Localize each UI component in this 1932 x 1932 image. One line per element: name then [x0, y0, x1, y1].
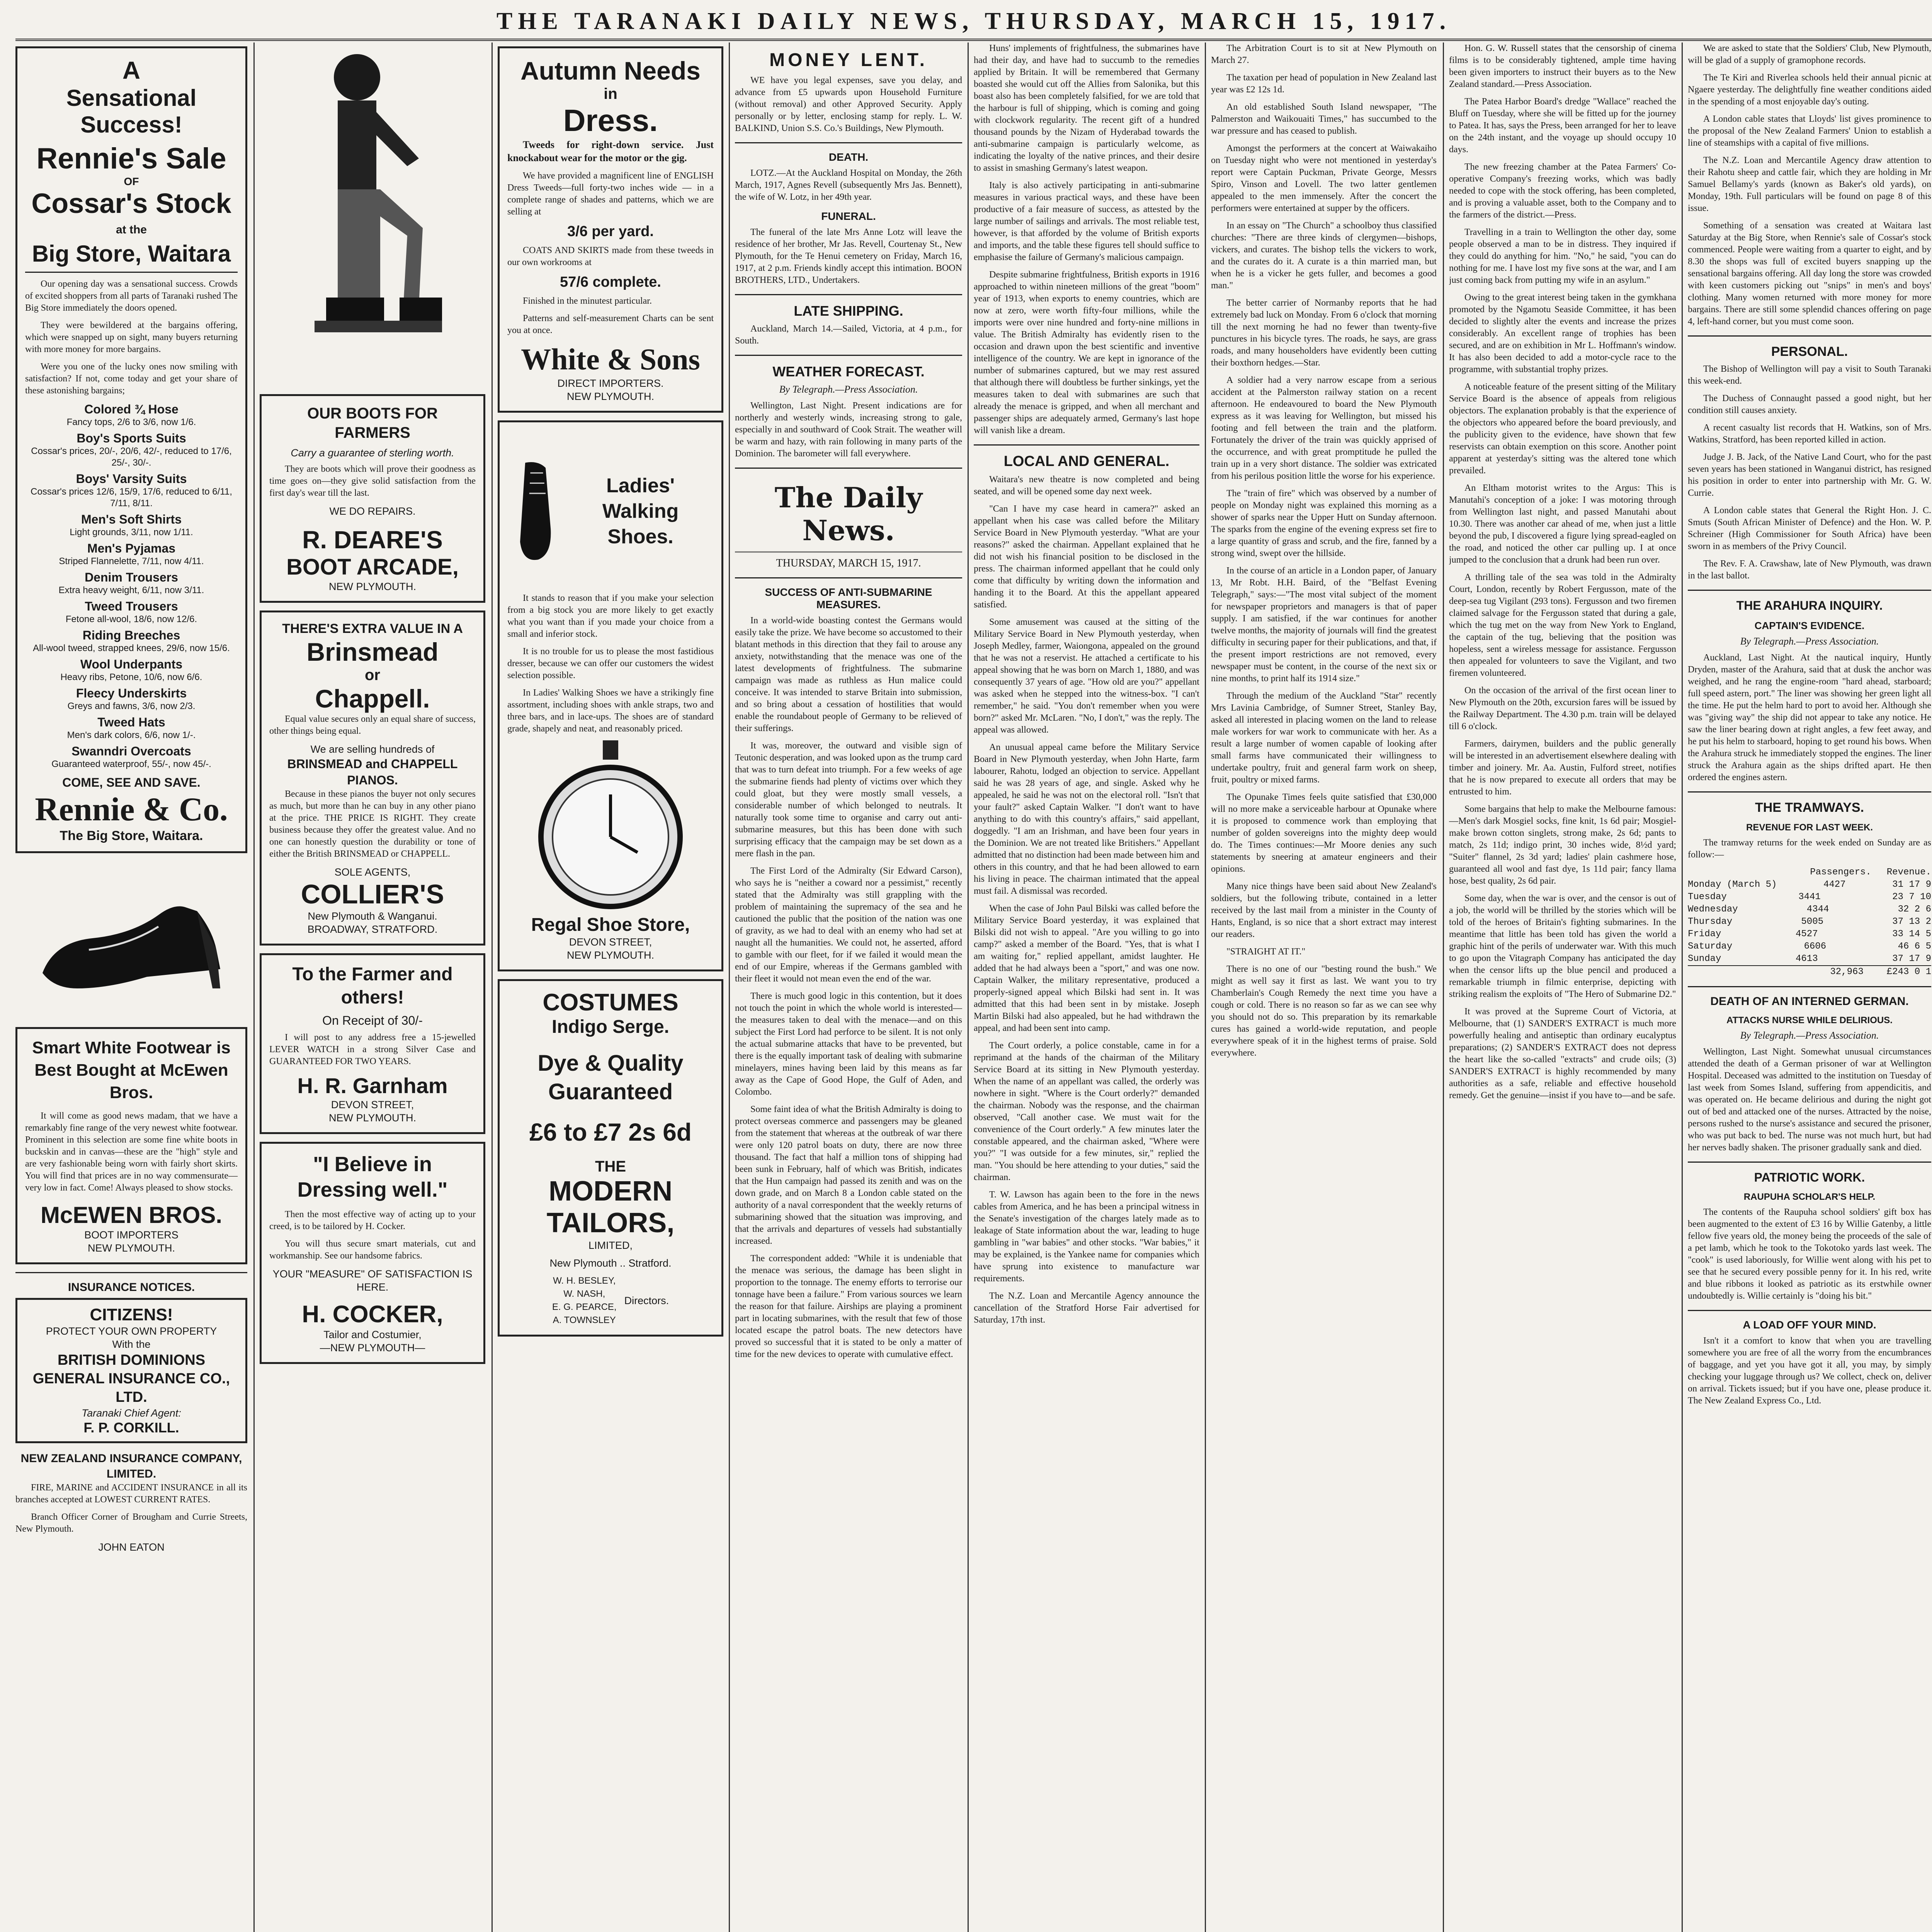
- table-cell: Saturday: [1688, 941, 1733, 952]
- ad-text: at the: [116, 223, 147, 236]
- ad-headline: Dress.: [563, 103, 658, 138]
- article-paragraph: It was, moreover, the outward and visible sign of Teutonic desperation, and was looked upon as the trump card that was to turn defeat into triumph. For a few weeks of age the submarine fiends had plenty of victims over which they could gloat, but they were mostly small vessels, a considerable number of which belonged to neutrals. It naturally took some time to organise and carry out anti-submarine measures, but this has been done with such surprising efficacy that the campaign may be set down as a mere flash in the pan.: [735, 741, 962, 859]
- ad-paragraph: Equal value secures only an equal share of success, other things being equal.: [269, 714, 476, 736]
- ad-headline: NEW ZEALAND INSURANCE COMPANY, LIMITED.: [20, 1452, 242, 1480]
- article-paragraph: A soldier had a very narrow escape from a serious accident at the Palmerston railway station on a recent afternoon. He endeavoured to board the New Plymouth express as it was leaving for Wellington, but missed his footing and fell between the train and the platform. Fortunately the driver of the train was quickly apprised of the occurrence, and with great promptitude he pulled the train up in a very short distance. The soldier was extricated from his perilous position little the worse for his experience.: [1211, 375, 1437, 481]
- byline: By Telegraph.—Press Association.: [779, 384, 918, 395]
- article-paragraph: Some bargains that help to make the Melbourne famous:—Men's dark Mosgiel socks, fine knit, 1s 6d pair; Mosgiel-make brown cotton singlets, strong make, 2s 6d; pants to match, 2s 11d; indigo print, 30 inches wide, 8½d yard; "Suiter" flannel, 2s 3d yard; ladies' plain cashmere hose, guaranteed all wool and fast dye, 1s 11d pair; fancy llama hose, best quality, 2s 6d pair.: [1449, 804, 1676, 886]
- sale-item-price: Greys and fawns, 3/6, now 2/3.: [67, 701, 196, 711]
- director-name: W. H. BESLEY,: [553, 1276, 616, 1286]
- ad-text: BROADWAY, STRATFORD.: [307, 923, 438, 935]
- table-cell: 6606: [1804, 941, 1827, 952]
- section-heading: THE TRAMWAYS.: [1755, 800, 1864, 815]
- ad-text: We are selling hundreds of: [310, 743, 435, 755]
- white-sons-advert: [498, 46, 723, 413]
- masthead: THE TARANAKI DAILY NEWS, THURSDAY, MARCH 15, 1917.: [15, 4, 1932, 41]
- ad-paragraph: Finished in the minutest particular.: [523, 296, 652, 306]
- ad-text: in: [604, 85, 617, 102]
- article-paragraph: The Court orderly, a police constable, came in for a reprimand at the hands of the chairman of the Military Service Board at its sitting in New Plymouth yesterday. When the name of an appellant was called, the orderly was nowhere in sight. "Where is the Court orderly?" demanded the chairman. Nobody was the response, and the chairman observed, "Call another case. We must wait for the convenience of the Court orderly." A few minutes later the constable appeared, and the chairman asked, "Where were you?" "I was outside for a few minutes, sir," replied the man. "You should be here attending to your duties," said the chairman.: [974, 1041, 1199, 1182]
- section-heading: INSURANCE NOTICES.: [68, 1281, 195, 1294]
- section-heading: DEATH OF AN INTERNED GERMAN.: [1710, 995, 1909, 1008]
- article-paragraph: The Opunake Times feels quite satisfied that £30,000 will no more make a serviceable harbour at Opunake where it is proposed to commence work than employing that number of golden sovereigns into the mighty deep would do. The Times continues:—Mr Moore denies any such statements by sneering at amateur engineers and their opinions.: [1211, 792, 1437, 874]
- sale-item-name: Riding Breeches: [82, 628, 180, 642]
- cocker-advert: [260, 1142, 485, 1364]
- article-text: The contents of the Raupuha school soldiers' gift box has been augmented to the extent of £3 16 by Willie Gatenby, a little fellow five years old, the money being the proceeds of the sale of a pet lamb, which he took to the Tokotoko yards last week. The "cook" is used laboriously, for Willie went along with his pet to see that he secured every possible penny for it. In his red, write and blue ribbons it looked as patriotic as its erstwhile owner undoubtedly is. Willie certainly is "doing his bit.": [1688, 1207, 1931, 1301]
- byline: By Telegraph.—Press Association.: [1740, 636, 1879, 647]
- article-paragraph: Something of a sensation was created at Waitara last Saturday at the Big Store, when Rennie's sale of Cossar's stock commenced. People were waiting from a quarter to eight, and by 8.30 the shops was full of excited buyers snapping up the sensational bargains offering. All day long the store was crowded with keen customers picking out "snips" in men's and boys' clothing. Many women returned with more money for more bargains. There are still some splendid chances offering on page 4, left-hand corner, but you must come soon.: [1688, 221, 1931, 327]
- ad-headline: COSTUMES: [543, 989, 679, 1016]
- article-paragraph: There is no one of our "besting round the bush." We might as well say it first as last. We want you to try Chamberlain's Cough Remedy the next time you have a cough or cold. There is no reason so far as we can see why you should not do so. This preparation by its remarkable cures has gained a world-wide reputation, and people everywhere speak of it in the highest terms of praise. Sold everywhere.: [1211, 964, 1437, 1058]
- ad-text: BRINSMEAD and CHAPPELL PIANOS.: [287, 757, 458, 787]
- ad-text: On Receipt of 30/-: [322, 1014, 423, 1027]
- watch-illustration: [507, 740, 714, 910]
- ad-text: Sensational: [66, 85, 197, 111]
- editorial-body: [735, 615, 962, 1361]
- ad-text: —NEW PLYMOUTH—: [320, 1342, 425, 1354]
- section-heading: THE ARAHURA INQUIRY.: [1736, 599, 1883, 612]
- table-cell: Monday (March 5): [1688, 879, 1777, 890]
- article-paragraph: The correspondent added: "While it is undeniable that the menace was serious, the damage has been slight in proportion to the tonnage. The enemy efforts to terrorise our tonnage have been a failure." From various sources we learn the reason for that failure. Airships are playing a prominent part in locating submarines, with the result that few of those located escape the patrol boats. The new detectors have proved so successful that it is stated to be only a matter of time for the new devices to operate with cumulative effect.: [735, 1253, 962, 1359]
- modern-tailors-advert: [498, 979, 723, 1337]
- article-paragraph: The Bishop of Wellington will pay a visit to South Taranaki this week-end.: [1688, 364, 1931, 386]
- article-paragraph: An Eltham motorist writes to the Argus: This is Manutahi's conception of a joke: I was motoring through from Wellington last night, and passed Manutahi about 10.30. There was another car ahead of me, when just a little beyond the pub, I discovered a figure lying spread-eagled on the road, and noticed the other car pulling up. I at once jumped to the conclusion that a drunk had been run over.: [1449, 483, 1676, 565]
- article-paragraph: On the occasion of the arrival of the first ocean liner to New Plymouth on the 20th, excursion fares will be issued by the Railway Department. The 4.30 p.m. train will be delayed till 6 o'clock.: [1449, 685, 1676, 731]
- ad-text: The Big Store, Waitara.: [60, 828, 203, 843]
- article-paragraph: The "train of fire" which was observed by a number of people on Monday night was explained this morning as a shower of sparks near the Upper Hutt on Sunday afternoon. The sparks from the engine of the evening express set fire to a large quantity of grass and scrub, and the fire, fanned by a strong wind, swept over the hillside.: [1211, 488, 1437, 558]
- sale-item-name: Boy's Sports Suits: [77, 431, 186, 445]
- local-news: [974, 474, 1199, 1326]
- sale-item-name: Tweed Trousers: [85, 599, 178, 613]
- ad-name: TAILORS,: [546, 1208, 675, 1238]
- ad-name: H. COCKER,: [302, 1301, 443, 1328]
- article-paragraph: A London cable states that General the Right Hon. J. C. Smuts (South African Minister of Defence) and the Hon. W. P. Schreiner (High Commissioner for South Africa) have been sworn in as members of the Privy Council.: [1688, 505, 1931, 551]
- ad-name: White & Sons: [521, 342, 700, 376]
- table-row: [1688, 940, 1931, 953]
- article-text: The tramway returns for the week ended on Sunday are as follow:—: [1688, 838, 1931, 860]
- section-subheading: RAUPUHA SCHOLAR'S HELP.: [1743, 1192, 1876, 1202]
- rennie-advert: [15, 46, 247, 853]
- article-paragraph: The Arbitration Court is to sit at New Plymouth on March 27.: [1211, 43, 1437, 65]
- table-cell: 33 14 5: [1892, 929, 1931, 939]
- article-paragraph: Through the medium of the Auckland "Star" recently Mrs Lavinia Cambridge, of Sumner Street, Stanley Bay, asked all interested in placing women on the land to release male workers for war work to communicate with her. As a result a large number of women capable of looking after small farms have communicated their willingness to undertake poultry, fruit and general farm work on sheep, fruit, poultry or mixed farms.: [1211, 691, 1437, 785]
- ad-name: McEWEN BROS.: [40, 1202, 223, 1228]
- table-cell: 3441: [1798, 892, 1821, 902]
- ad-text: DEVON STREET,: [331, 1099, 414, 1111]
- ad-text: WE DO REPAIRS.: [329, 505, 416, 517]
- ad-paragraph: Branch Officer Corner of Brougham and Currie Streets, New Plymouth.: [15, 1512, 247, 1534]
- sale-item-price: Fancy tops, 2/6 to 3/6, now 1/6.: [66, 417, 196, 427]
- ad-text: Tailor and Costumier,: [323, 1329, 422, 1340]
- table-row: [1688, 891, 1931, 903]
- tramway-table: [1688, 879, 1931, 965]
- table-cell: Sunday: [1688, 954, 1721, 964]
- sale-item-name: Swanndri Overcoats: [71, 744, 191, 758]
- ad-paragraph: Tweeds for right-down service. Just knockabout wear for the motor or the gig.: [507, 139, 714, 163]
- ad-headline: Rennie's Sale: [36, 142, 226, 175]
- article-paragraph: A thrilling tale of the sea was told in the Admiralty Court, London, recently by Robert Fergusson, mate of the deep-sea tug Vigilant (293 tons). Fergusson and two firemen claimed salvage for the Fergusson stated that during a gale, which the tug met on the way from New York to England, the captain of the tug, believing that the position was hopeless, sent a wireless message for assistance. Fergusson then appealed for volunteers to save the Vigilant, and two firemen volunteered.: [1449, 572, 1676, 678]
- section-subheading: REVENUE FOR LAST WEEK.: [1746, 822, 1873, 833]
- ad-paragraph: Patterns and self-measurement Charts can be sent you at once.: [507, 313, 714, 335]
- article-paragraph: An old established South Island newspaper, "The Palmerston and Waikouaiti Times," has succumbed to the war pressure and has ceased to publish.: [1211, 102, 1437, 136]
- section-heading: LATE SHIPPING.: [794, 303, 903, 319]
- column-7: [1449, 43, 1676, 1932]
- ad-paragraph: It is no trouble for us to please the most fastidious dresser, because we can offer our customers the widest selection possible.: [507, 646, 714, 680]
- article-paragraph: We are asked to state that the Soldiers' Club, New Plymouth, will be glad of a supply of gramophone records.: [1688, 43, 1931, 65]
- table-row: [1688, 903, 1931, 916]
- ad-text: Directors.: [624, 1295, 669, 1306]
- sale-item-name: Tweed Hats: [97, 715, 165, 729]
- table-cell: 37 17 9: [1892, 954, 1931, 964]
- farmer-illustration: [260, 43, 485, 390]
- article-paragraph: A recent casualty list records that H. Watkins, son of Mrs. Watkins, Stratford, has been reported killed in action.: [1688, 423, 1931, 445]
- ad-text: DEVON STREET,: [569, 936, 652, 948]
- article-paragraph: Some day, when the war is over, and the censor is out of a job, the world will be thrilled by the stories which will be told of the heroes of Britain's fighting submarines. In the meantime that little has been told has given the world a graphic hint of the perils of underwater war. With this much to go upon the Vitagraph Company has anticipated the day when the censor lifts up the blue pencil and produced a remarkable triumph in filmic enterprise, depicting with striking realism the exploits of "The Hero of Submarine D2.": [1449, 893, 1676, 999]
- table-cell: 31 17 9: [1892, 879, 1931, 890]
- article-paragraph: Waitara's new theatre is now completed and being seated, and will be opened some day next week.: [974, 474, 1199, 497]
- notice-text: LOTZ.—At the Auckland Hospital on Monday, the 26th March, 1917, Agnes Revell (subsequently Mrs Jas. Bennett), the wife of W. Lotz, in her 49th year.: [735, 168, 962, 202]
- section-heading: PERSONAL.: [1771, 344, 1848, 359]
- sale-item-price: All-wool tweed, strapped knees, 29/6, now 15/6.: [33, 643, 230, 653]
- ad-paragraph: Because in these pianos the buyer not only secures as much, but more than he can buy in any other piano at the price. THE PRICE IS RIGHT. They create business because they offer the greatest value. And no one can honestly question the durability or tone of either the British BRINSMEAD or CHAPPELL.: [269, 789, 476, 859]
- notice-heading: MONEY LENT.: [769, 50, 928, 70]
- sale-item-name: Wool Underpants: [80, 657, 183, 671]
- article-paragraph: Farmers, dairymen, builders and the public generally will be interested in an advertisement elsewhere dealing with timber and joinery. Mr. Aa. Austin, Fulford street, notifies that he is now prepared to execute all orders that may be entrusted to him.: [1449, 739, 1676, 797]
- ad-text: NEW PLYMOUTH.: [566, 391, 654, 402]
- ad-headline: "I Believe in Dressing well.": [297, 1153, 448, 1201]
- article-paragraph: A London cable states that Lloyds' list gives prominence to the proposal of the New Zealand Farmers' Union to establish a line of steamships with a capital of five millions.: [1688, 114, 1931, 148]
- ad-text: With the: [112, 1338, 151, 1350]
- local-news-continued: [1449, 43, 1676, 1102]
- ad-name: H. R. Garnham: [297, 1073, 448, 1098]
- walking-shoe-illustration: [507, 430, 563, 592]
- article-paragraph: It was proved at the Supreme Court of Victoria, at Melbourne, that (1) SANDER'S EXTRACT is much more powerfully healing and antiseptic than ordinary eucalyptus preparations; (2) SANDER'S EXTRACT does not depress the heart like the so-called "extracts" and crude oils; (3) SANDER'S EXTRACT is highly recommended by many authorities as a safe, reliable and effective household remedy. Get the genuine—insist if you have to—and be safe.: [1449, 1007, 1676, 1100]
- table-row: [1688, 953, 1931, 965]
- article-paragraph: Hon. G. W. Russell states that the censorship of cinema films is to be considerably tightened, ample time having been given importers to instruct their buyers as to the New Zealand standard.—Press Association.: [1449, 43, 1676, 89]
- ad-text: NEW PLYMOUTH.: [87, 1242, 175, 1254]
- ad-text: Taranaki Chief Agent:: [82, 1407, 181, 1419]
- price-text: £6 to £7 2s 6d: [529, 1118, 692, 1146]
- regal-advert: [498, 420, 723, 971]
- table-total: £243 0 1: [1886, 967, 1931, 977]
- section-heading: WEATHER FORECAST.: [772, 364, 925, 379]
- article-paragraph: Judge J. B. Jack, of the Native Land Court, who for the past seven years has been stationed in Wanganui district, has resigned his position in order to enter into partnership with Mr. G. W. Currie.: [1688, 452, 1931, 498]
- ad-paragraph: Were you one of the lucky ones now smiling with satisfaction? If not, come today and get your share of these astonishing bargains;: [25, 362, 238, 396]
- article-paragraph: "STRAIGHT AT IT.": [1226, 947, 1306, 957]
- table-header: Revenue.: [1886, 867, 1931, 878]
- ad-headline: Chappell.: [315, 684, 430, 713]
- ad-text: JOHN EATON: [98, 1541, 165, 1553]
- ad-paragraph: They were bewildered at the bargains offering, which were snapped up on sight, many buyers returning with more money for more bargains.: [25, 320, 238, 354]
- column-rule: [1205, 43, 1206, 1932]
- ad-name: BRITISH DOMINIONS GENERAL INSURANCE CO., LTD.: [32, 1352, 230, 1405]
- ad-name: THE: [595, 1158, 626, 1175]
- notice-text: The funeral of the late Mrs Anne Lotz will leave the residence of her brother, Mr Jas. Revell, Courtenay St., New Plymouth, for the Te Henui cemetery on Friday, March 16, 1917, at 2 p.m. Friends kindly accept this intimation. BOON BROTHERS, LTD., Undertakers.: [735, 227, 962, 285]
- table-cell: 4344: [1806, 904, 1829, 915]
- column-4: [735, 43, 962, 1932]
- article-text: Auckland, March 14.—Sailed, Victoria, at 4 p.m., for South.: [735, 324, 962, 346]
- ad-text: PROTECT YOUR OWN PROPERTY: [46, 1325, 217, 1337]
- article-paragraph: The N.Z. Loan and Mercantile Agency draw attention to their Rahotu sheep and cattle fair, which they are holding in Mr Samuel Bellamy's yards (known as Baker's old yards), on Monday, 19th. Full particulars will be found on page 8 of this issue.: [1688, 155, 1931, 213]
- article-paragraph: The Patea Harbor Board's dredge "Wallace" reached the Bluff on Tuesday, where she will be fitted up for the journey to Patea. It has, says the Press, been arranged for her to leave on the 24th instant, and the voyage up should occupy 10 days.: [1449, 97, 1676, 155]
- ad-paragraph: It stands to reason that if you make your selection from a big stock you are more likely to get exactly what you want than if you made your choice from a small and inferior stock.: [507, 593, 714, 639]
- article-paragraph: Italy is also actively participating in anti-submarine measures in various practical ways, and these have been productive of a fair measure of success, as attested by the large number of sailings and arrivals. The most reliable test, however, is that afforded by the volume of British exports and imports, and the table these figures tell should suffice to emphasise the failure of Germany's malicious campaign.: [974, 180, 1199, 262]
- ad-paragraph: FIRE, MARINE and ACCIDENT INSURANCE in all its branches accepted at LOWEST CURRENT RATES.: [15, 1483, 247, 1505]
- table-row: [1688, 928, 1931, 940]
- article-paragraph: Some amusement was caused at the sitting of the Military Service Board in New Plymouth yesterday, when Joseph Medley, farmer, Waiongona, appealed on the ground that he was not a reservist. He attached a certificate to his appeal showing that he was born on March 1, 1880, and was consequently 37 years of age. "How old are you?" appellant was asked when he stepped into the witness-box. "I can't remember," he said. "You don't remember when you were born?" asked Mr. McLaren. "No, I don't," was the reply. The appeal was allowed.: [974, 617, 1199, 735]
- editorial-heading: SUCCESS OF ANTI-SUBMARINE MEASURES.: [765, 586, 932, 611]
- column-rule: [968, 43, 969, 1932]
- article-paragraph: Travelling in a train to Wellington the other day, some people observed a man to be in distress. They inquired if they could do anything for him. "No," he said, "you can do nothing for me. I have lost my five sons at the war, and I am just coming back from putting my wife in an asylum.": [1449, 227, 1676, 285]
- article-text: Wellington, Last Night. Somewhat unusual circumstances attended the death of a German prisoner of war at Wellington Hospital. Deceased was admitted to the institution on Tuesday of last week from Somes Island, suffering from appendicitis, and was operated on. He became delirious and during the night got out of bed and attacked one of the nurses. Attracted by the noise, persons rushed to the nurse's assistance and secured the prisoner, who was put back to bed. The nurse was not much hurt, but had her nerves badly shaken. The prisoner gradually sank and died.: [1688, 1047, 1931, 1153]
- ad-paragraph: Then the most effective way of acting up to your creed, is to be tailored by H. Cocker.: [269, 1209, 476, 1231]
- column-rule: [492, 43, 493, 1932]
- mcewen-advert: [15, 1027, 247, 1264]
- ad-headline: THERE'S EXTRA VALUE IN A: [282, 621, 463, 636]
- british-dominions-advert: [15, 1298, 247, 1443]
- article-paragraph: The taxation per head of population in New Zealand last year was £2 12s 1d.: [1211, 73, 1437, 95]
- local-news-continued: [1688, 43, 1931, 328]
- price-text: 3/6 per yard.: [567, 223, 654, 240]
- ad-headline: Ladies' Walking Shoes.: [602, 474, 679, 548]
- column-2: [260, 43, 485, 1932]
- article-paragraph: In the course of an article in a London paper, of January 13, Mr Robt. H.H. Baird, of the "Belfast Evening Telegraph," says:—"The most vital subject of the moment for newspaper proprietors and managers is that of paper supply. I am satisfied, if the war continues for another twelve months, the majority of journals will find the greatest difficulty in securing paper for their publications, and that, if the present import restrictions are not removed, every newspaper must be content, in the course of the next six or nine months, to print half its 1914 size.": [1211, 566, 1437, 684]
- ad-paragraph: Our opening day was a sensational success. Crowds of excited shoppers from all parts of Taranaki rushed The Big Store immediately the doors opened.: [25, 279, 238, 313]
- sale-item-name: Men's Soft Shirts: [81, 512, 182, 526]
- ad-paragraph: In Ladies' Walking Shoes we have a strikingly fine assortment, including shoes with ankle straps, two and three bars, and in lace-ups. The shoes are of standard grade, shapely and neat, and reasonably priced.: [507, 688, 714, 734]
- deare-advert: [260, 394, 485, 603]
- section-heading: A LOAD OFF YOUR MIND.: [1743, 1319, 1876, 1331]
- ad-text: SOLE AGENTS,: [334, 866, 411, 878]
- ad-text: or: [365, 667, 380, 684]
- article-paragraph: The Duchess of Connaught passed a good night, but her condition still causes anxiety.: [1688, 393, 1931, 415]
- article-paragraph: T. W. Lawson has again been to the fore in the news cables from America, and he has been a principal witness in the Senate's investigation of the charges lately made as to leakage of State information about the war, leading to huge gambling in "war babies" and other stocks. "War babies," it may be explained, is the Yankee name for companies which have sprung into existence to manufacture war requirements.: [974, 1190, 1199, 1284]
- ad-text: BOOT IMPORTERS: [84, 1229, 179, 1241]
- ad-headline: Dye & Quality Guaranteed: [537, 1051, 684, 1104]
- section-heading: LOCAL AND GENERAL.: [1003, 453, 1170, 469]
- director-name: A. TOWNSLEY: [553, 1315, 616, 1325]
- column-6: [1211, 43, 1437, 1932]
- article-paragraph: There is much good logic in this contention, but it does not touch the point in which the whole world is interested—the measures taken to deal with the menace—and on this subject the First Lord had perforce to be silent. It is not only the actual submarine attacks that have to be prevented, but there is the equally important task of dealing with submarine minelayers, mines having been laid by this means as far away as the Cape of Good Hope, the Gulf of Aden, and Colombo.: [735, 991, 962, 1097]
- table-cell: 37 13 2: [1892, 917, 1931, 927]
- notice-heading: DEATH.: [828, 151, 869, 163]
- ad-name: Rennie & Co.: [35, 791, 228, 828]
- article-text: Auckland, Last Night. At the nautical inquiry, Huntly Dryden, master of the Arahura, said that at dusk the anchor was weighed, and he rang the engine-room "hard ahead, starboard; full speed astern, port." The liner was showing her green light all the time. He put the helm hard to port to avoid her. Although she was "giving way" the ship did not appear to take any notice. He saw the liner bearing down at right angles, a few feet away, and he put his helm to starboard, hoping to get round his bows. When the Arahura struck he immediately stopped the engines. The liner struck the Arahura again as the ships drifted apart. He then ordered the engines astern.: [1688, 653, 1931, 782]
- article-paragraph: "Can I have my case heard in camera?" asked an appellant when his case was called before the Military Service Board in New Plymouth yesterday. "What are your reasons?" asked the chairman. Appellant explained that he did not wish his financial position to be disclosed in the press. The chairman informed appellant that he could only come that difficulty by writing down the information and handing it to the Board. At this the appellant appeared satisfied.: [974, 504, 1199, 610]
- article-paragraph: Many nice things have been said about New Zealand's soldiers, but the following tribute, contained in a letter received by the last mail from a minister in the County of Hants, England, is so nice that a short extract may interest our readers.: [1211, 881, 1437, 939]
- ad-headline: Smart White Footwear is Best Bought at McEwen Bros.: [32, 1038, 231, 1102]
- ad-text: New Plymouth .. Stratford.: [549, 1257, 672, 1269]
- article-paragraph: The N.Z. Loan and Mercantile Agency announce the cancellation of the Stratford Horse Fair advertised for Saturday, 17th inst.: [974, 1291, 1199, 1325]
- ad-text: YOUR "MEASURE" OF SATISFACTION IS HERE.: [272, 1268, 473, 1293]
- byline: By Telegraph.—Press Association.: [1740, 1030, 1879, 1041]
- sale-item-name: Fleecy Underskirts: [76, 686, 187, 700]
- article-paragraph: Huns' implements of frightfulness, the submarines have had their day, and have had to succumb to the remedies applied by Britain. It will be remembered that Germany boasted she would cut off the Allies from Salonika, but this boast also has been completely falsified, for we are told that the harbour is full of shipping, which is coming and going with clockwork regularity. The recent gift of a hundred thousand pounds by the Nizam of Hyderabad towards the anti-submarine campaign is particularly welcome, as indicating the loyalty of the native princes, and their desire to assist in smashing Germany's latest weapon.: [974, 43, 1199, 173]
- ad-text: F. P. CORKILL.: [83, 1420, 179, 1435]
- table-cell: 32 2 6: [1898, 904, 1931, 915]
- section-heading: PATRIOTIC WORK.: [1754, 1170, 1865, 1184]
- notice-heading: FUNERAL.: [821, 210, 876, 222]
- article-paragraph: When the case of John Paul Bilski was called before the Military Service Board yesterday, it was explained that Bilski did not wish to appeal. "Are you willing to go into camp?" asked a member of the Board. "Yes, that is what I am waiting for," replied appellant, amidst laughter. He added that he had always been a "sport," and was one now. Captain Walker, the military representative, produced a properly-signed appeal which Bilski had sent in. It was admitted that this had been sent in by mistake. Joseph Martin Bilski had also appealed, but he had withdrawn the appeal, and had been sent into camp.: [974, 903, 1199, 1033]
- table-row: [1688, 916, 1931, 928]
- article-paragraph: The better carrier of Normanby reports that he had extremely bad luck on Monday. From 6 o'clock that morning till the next morning he had no fewer than twenty-five punctures in his bicycle tyres. The roads, he says, are grass roads, and many householders have evidently been cutting their boxthorn hedges.—Star.: [1211, 298, 1437, 368]
- ad-name: R. DEARE'S: [302, 526, 443, 554]
- article-paragraph: An unusual appeal came before the Military Service Board in New Plymouth yesterday, when John Harte, farm labourer, Rahotu, lodged an objection to service. Appellant said he was 28 years of age, and single. Asked why he appealed, he said he was not on the electoral roll. "Isn't that your fault?" asked Captain Walker. "I don't want to have anything to do with this country's affairs," said appellant, doggedly. "I am an Irishman, and have been four years in the Dominion. We are not treated like Britishers." Appellant admitted that no distinction had been made between him and others in this country, and that he had been allowed to earn his living in peace. The chairman intimated that the appeal must fail. A dismissal was recorded.: [974, 742, 1199, 896]
- director-name: W. NASH,: [563, 1289, 605, 1299]
- table-total: 32,963: [1830, 967, 1864, 977]
- article-paragraph: The First Lord of the Admiralty (Sir Edward Carson), who says he is "neither a coward nor a pessimist," recently stated that the Admiralty was still grappling with the problem of maintaining the supremacy of the sea and he cautioned the public that the position of the nation was one of gravity, as we had to deal with an enemy who had set at naught all the humanities. We could not, he asserted, afford to gamble with our fleet, for if we failed it would mean the end of our Empire, whereas if the Germans gambled with their fleet it would not mean even the end of the war.: [735, 866, 962, 984]
- ad-text: LIMITED,: [588, 1240, 633, 1251]
- article-paragraph: In an essay on "The Church" a schoolboy thus classified churches: "There are three kinds of clergymen—bishops, vickers, and curates. The bishop tells the vickers to work, and the curates do it. A curate is a thin married man, but when he is a vicker he gets fuller, and becomes a good man.": [1211, 221, 1437, 291]
- shoe-illustration: [15, 861, 247, 1023]
- article-paragraph: Owing to the great interest being taken in the gymkhana promoted by the Ngamotu Seaside Committee, it has been decided to slightly alter the events and increase the prizes considerably. An excellent range of trophies has been secured, and are on exhibition in Mr L. Hoffmann's window. It has also been decided to add a motor-cycle race to the programme, with substantial trophy prizes.: [1449, 293, 1676, 374]
- ad-headline: Cossar's Stock: [31, 188, 231, 219]
- sale-item-name: Men's Pyjamas: [87, 541, 176, 555]
- ad-headline: OUR BOOTS FOR FARMERS: [307, 405, 438, 441]
- table-cell: 4613: [1795, 954, 1818, 964]
- table-cell: Tuesday: [1688, 892, 1727, 902]
- notice-text: WE have you legal expenses, save you delay, and advance from £5 upwards upon Household Furniture (without removal) and other Approved Security. Apply personally or by letter, enclosing stamp for reply. L. W. BALKIND, Union S.S. Co.'s Buildings, New Plymouth.: [735, 75, 962, 133]
- ad-headline: Brinsmead: [306, 638, 439, 666]
- sale-item-name: Boys' Varsity Suits: [76, 472, 187, 486]
- ad-name: COLLIER'S: [301, 879, 444, 909]
- article-paragraph: In a world-wide boasting contest the Germans would easily take the prize. We have become so accustomed to their blatant methods in this direction that they fail to arouse any anxiety, notwithstanding that the menace was one of the latest developments of frightfulness. The submarine campaign was made as ruthless as Hun malice could conceive. It was intended to starve Britain into submission, and so bring about a cessation of hostilities that would enable the roundabout people of Germany to be relieved of their sufferings.: [735, 616, 962, 733]
- article-paragraph: Amongst the performers at the concert at Waiwakaiho on Tuesday night who were not mentioned in yesterday's report were Captain Puckman, Private George, Messrs Spiro, Vinson and Lovell. The two latter gentlemen appealed to the men immensely. After the concert the performers were entertained at supper by the officers.: [1211, 143, 1437, 213]
- ad-paragraph: They are boots which will prove their goodness as time goes on—they give solid satisfaction from the first day's wear till the last.: [269, 464, 476, 498]
- editorial-continued: [974, 43, 1199, 437]
- paper-date: THURSDAY, MARCH 15, 1917.: [776, 557, 921, 569]
- sale-item-price: Light grounds, 3/11, now 1/11.: [70, 527, 193, 537]
- table-cell: 4527: [1795, 929, 1818, 939]
- ad-paragraph: We have provided a magnificent line of ENGLISH Dress Tweeds—full forty-two inches wide — in a complete range of shades and patterns, which we are selling at: [507, 171, 714, 217]
- table-cell: 23 7 10: [1892, 892, 1931, 902]
- ad-text: A: [122, 56, 141, 84]
- column-rule: [1443, 43, 1444, 1932]
- personal-notes: [1688, 363, 1931, 582]
- section-subheading: CAPTAIN'S EVIDENCE.: [1754, 620, 1865, 631]
- ad-paragraph: COATS AND SKIRTS made from these tweeds in our own workrooms at: [507, 245, 714, 267]
- ad-headline: To the Farmer and others!: [292, 964, 453, 1008]
- article-paragraph: The new freezing chamber at the Patea Farmers' Co-operative Company's freezing works, which was badly needed to cope with the stock offering, has been completed, and is proving a valuable asset, both to the Company and to the farmers of the district.—Press.: [1449, 162, 1676, 220]
- article-paragraph: Some faint idea of what the British Admiralty is doing to protect overseas commerce and passengers may be gleaned from the statement that whereas at the outbreak of war there were only 120 patrol boats on duty, there are now three thousand. The fact that half a million tons of shipping had been sunk in February, half of which was British, indicates that the Hun campaign had passed its zenith and was on the down grade, and on March 8 a London cable stated on the authority of a naval correspondent that the weekly returns of submarining showed that the situation was improving, and that the arrivals and departures of vessels had substantially increased.: [735, 1104, 962, 1246]
- colliers-advert: [260, 611, 485, 946]
- column-rule: [1682, 43, 1683, 1932]
- ad-name: Regal Shoe Store,: [531, 915, 690, 935]
- sale-item-name: Denim Trousers: [85, 570, 178, 584]
- section-subheading: ATTACKS NURSE WHILE DELIRIOUS.: [1726, 1015, 1893, 1026]
- ad-text: Success!: [80, 112, 182, 138]
- column-rule: [253, 43, 255, 1932]
- table-cell: Wednesday: [1688, 904, 1738, 915]
- ad-headline: Indigo Serge.: [551, 1017, 670, 1037]
- table-header: Passengers.: [1810, 867, 1871, 878]
- garnham-advert: [260, 953, 485, 1134]
- column-3: [498, 43, 723, 1932]
- ad-text: NEW PLYMOUTH.: [328, 1112, 416, 1124]
- column-5: [974, 43, 1199, 1932]
- sale-item-price: Fetone all-wool, 18/6, now 12/6.: [65, 614, 197, 624]
- article-paragraph: The Te Kiri and Riverlea schools held their annual picnic at Ngaere yesterday. The delightfully fine weather conditions aided in the spending of a most enjoyable day's outing.: [1688, 73, 1931, 107]
- ad-headline: Autumn Needs: [520, 56, 701, 85]
- ad-paragraph: I will post to any address free a 15-jewelled LEVER WATCH in a strong Silver Case and GUARANTEED FOR TWO YEARS.: [269, 1032, 476, 1066]
- ad-paragraph: You will thus secure smart materials, cut and workmanship. See our handsome fabrics.: [269, 1239, 476, 1261]
- table-cell: 46 6 5: [1898, 941, 1931, 952]
- rennie-items: [25, 402, 238, 770]
- ad-text: NEW PLYMOUTH.: [566, 949, 654, 961]
- ad-text: Carry a guarantee of sterling worth.: [291, 447, 454, 459]
- column-1: [15, 43, 247, 1932]
- column-rule: [729, 43, 730, 1932]
- sale-item-name: Colored ¾ Hose: [84, 402, 179, 416]
- article-paragraph: Despite submarine frightfulness, British exports in 1916 approached to within nineteen millions of the great "boom" year of 1913, when exports to enemy countries, which are now at zero, were worth fifty-four millions, while the imports were over nine hundred and forty-nine millions in value. The British Admiralty has evidently risen to the occasion and drawn upon the best scientific and inventive intelligence of the country. We are kept in ignorance of the number of submarines captured, but we may rest assured that although there will doubtless be further sinkings, yet the measures taken to deal with submarines are such that already the menace is gripped, and when all merchant and passenger ships are adequately armed, Germany's last hope will vanish like a dream.: [974, 270, 1199, 435]
- paper-title: The Daily News.: [735, 476, 962, 553]
- article-text: Isn't it a comfort to know that when you are travelling somewhere you are free of all the worry from the encumbrances of baggage, and yet you have got it all, you may, by simply checking your luggage through us? We collect, check on, deliver on arrival. Tickets issued; but if you have one, please produce it. The New Zealand Express Co., Ltd.: [1688, 1336, 1931, 1406]
- sale-item-price: Men's dark colors, 6/6, now 1/-.: [67, 730, 196, 740]
- sale-item-price: Heavy ribs, Petone, 10/6, now 6/6.: [60, 672, 202, 682]
- sale-item-price: Striped Flannelette, 7/11, now 4/11.: [59, 556, 204, 566]
- table-cell: 5005: [1801, 917, 1823, 927]
- table-cell: Friday: [1688, 929, 1721, 939]
- article-text: Wellington, Last Night. Present indications are for northerly and westerly winds, increasing strong to gale, especially in and southward of Cook Strait. The weather will be warm and hazy, with rain following in many parts of the Dominion. The barometer will fall everywhere.: [735, 401, 962, 459]
- director-name: E. G. PEARCE,: [552, 1302, 617, 1312]
- ad-text: COME, SEE AND SAVE.: [62, 776, 201, 789]
- price-text: 57/6 complete.: [560, 274, 661, 290]
- article-paragraph: The Rev. F. A. Crawshaw, late of New Plymouth, was drawn in the last ballot.: [1688, 559, 1931, 581]
- ad-paragraph: It will come as good news madam, that we have a remarkably fine range of the very newest white footwear. Prominent in this selection are some fine white boots in buckskin and in canvas—these are the "high" style and are very fashionable being worn with fairly short skirts. You will find that prices are in no way commensurate—very low in fact. Come! Always pleased to show stocks.: [25, 1111, 238, 1193]
- column-8: [1688, 43, 1931, 1932]
- table-cell: Thursday: [1688, 917, 1733, 927]
- ad-text: New Plymouth & Wanganui.: [308, 910, 437, 922]
- article-paragraph: A noticeable feature of the present sitting of the Military Service Board is the absence of appeals from religious objectors. The explanation probably is that the experience of the objectors who appeared before the board previously, and the publicity given to the evidence, have shown that few reservists can obtain exemption on this score. Another point apparent at yesterday's sitting was the altered tone which prevailed.: [1449, 382, 1676, 476]
- ad-name: MODERN: [549, 1176, 672, 1207]
- ad-headline: CITIZENS!: [90, 1305, 173, 1324]
- sale-item-price: Cossar's prices 12/6, 15/9, 17/6, reduced to 6/11, 7/11, 8/11.: [31, 486, 232, 509]
- table-row: [1688, 879, 1931, 891]
- ad-text: DIRECT IMPORTERS.: [557, 378, 664, 389]
- table-cell: 4427: [1823, 879, 1846, 890]
- local-news-continued: [1211, 43, 1437, 1059]
- ad-text: OF: [124, 175, 139, 187]
- nz-insurance-advert: [15, 1451, 247, 1554]
- directors-list: [552, 1274, 617, 1327]
- ad-name: BOOT ARCADE,: [286, 554, 459, 580]
- sale-item-price: Extra heavy weight, 6/11, now 3/11.: [58, 585, 204, 595]
- ad-headline: Big Store, Waitara: [25, 240, 238, 273]
- sale-item-price: Cossar's prices, 20/-, 20/6, 42/-, reduced to 17/6, 25/-, 30/-.: [31, 446, 232, 468]
- ad-text: NEW PLYMOUTH.: [328, 581, 416, 592]
- sale-item-price: Guaranteed waterproof, 55/-, now 45/-.: [51, 759, 211, 769]
